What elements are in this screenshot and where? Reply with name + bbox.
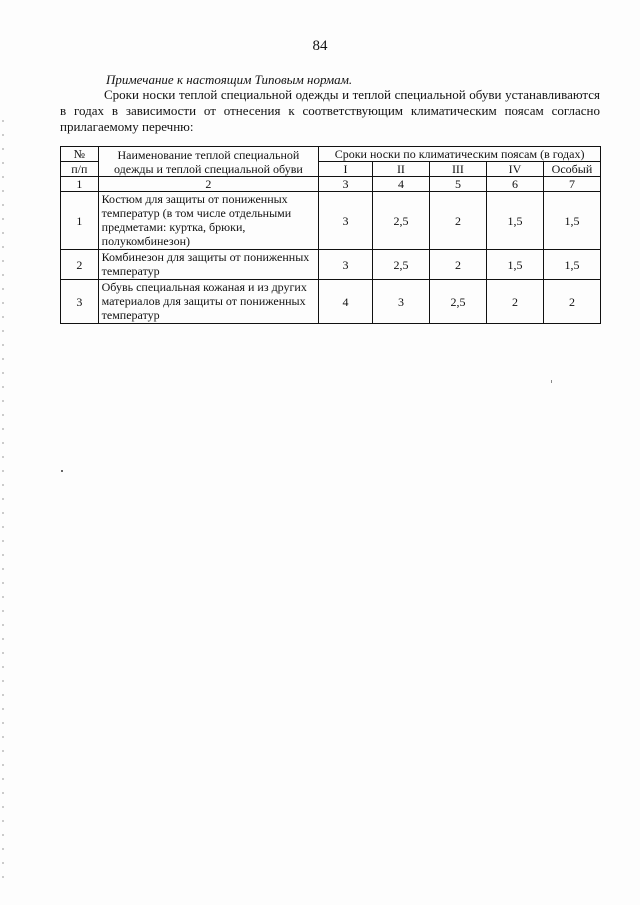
table-row — [61, 192, 601, 250]
column-number: 5 — [429, 177, 486, 192]
column-number: 3 — [319, 177, 373, 192]
column-number: 6 — [486, 177, 543, 192]
row-value: 1,5 — [486, 250, 543, 280]
row-value: 4 — [319, 280, 373, 324]
note-title: Примечание к настоящим Типовым нормам. — [106, 72, 353, 87]
row-item-name: Комбинезон для защиты от пониженных температур — [98, 250, 319, 280]
row-value: 2 — [429, 192, 486, 250]
row-number: 2 — [61, 250, 99, 280]
header-number-sub: п/п — [61, 162, 99, 177]
row-item-name: Обувь специальная кожаная и из других материалов для защиты от пониженных температур — [98, 280, 319, 324]
column-number: 7 — [543, 177, 600, 192]
column-number: 2 — [98, 177, 319, 192]
table-row — [61, 250, 601, 280]
column-number: 4 — [372, 177, 429, 192]
row-value: 2 — [543, 280, 600, 324]
wear-period-table — [60, 146, 601, 324]
row-number: 1 — [61, 192, 99, 250]
row-number: 3 — [61, 280, 99, 324]
page-number: 84 — [312, 38, 328, 54]
header-zone: II — [372, 162, 429, 177]
row-item-name: Костюм для защиты от пониженных температур (в том числе отдельными предметами: куртка, брюки, полукомбинезон) — [98, 192, 319, 250]
header-zones-title: Сроки носки по климатическим поясам (в годах) — [319, 147, 601, 162]
row-value: 2,5 — [372, 250, 429, 280]
header-item-name: Наименование теплой специальной одежды и теплой специальной обуви — [98, 147, 319, 177]
table-header-row-1 — [61, 147, 601, 162]
row-value: 3 — [319, 192, 373, 250]
row-value: 2,5 — [429, 280, 486, 324]
column-number: 1 — [61, 177, 99, 192]
scan-edge-marks — [2, 120, 4, 880]
column-number-row — [61, 177, 601, 192]
row-value: 3 — [372, 280, 429, 324]
header-zone: IV — [486, 162, 543, 177]
row-value: 2 — [429, 250, 486, 280]
header-zone: I — [319, 162, 373, 177]
header-zone: Особый — [543, 162, 600, 177]
scan-speck — [61, 470, 63, 472]
row-value: 1,5 — [543, 192, 600, 250]
table-row — [61, 280, 601, 324]
header-zone: III — [429, 162, 486, 177]
row-value: 3 — [319, 250, 373, 280]
row-value: 2,5 — [372, 192, 429, 250]
header-number: № — [61, 147, 99, 162]
row-value: 1,5 — [543, 250, 600, 280]
row-value: 2 — [486, 280, 543, 324]
row-value: 1,5 — [486, 192, 543, 250]
note-text: Сроки носки теплой специальной одежды и теплой специальной обуви устанавливаются в годах в зависимости от отнесения к соответствующим климатическим поясам согласно прилагаемому перечню: — [60, 87, 600, 134]
scan-speck — [551, 380, 552, 383]
